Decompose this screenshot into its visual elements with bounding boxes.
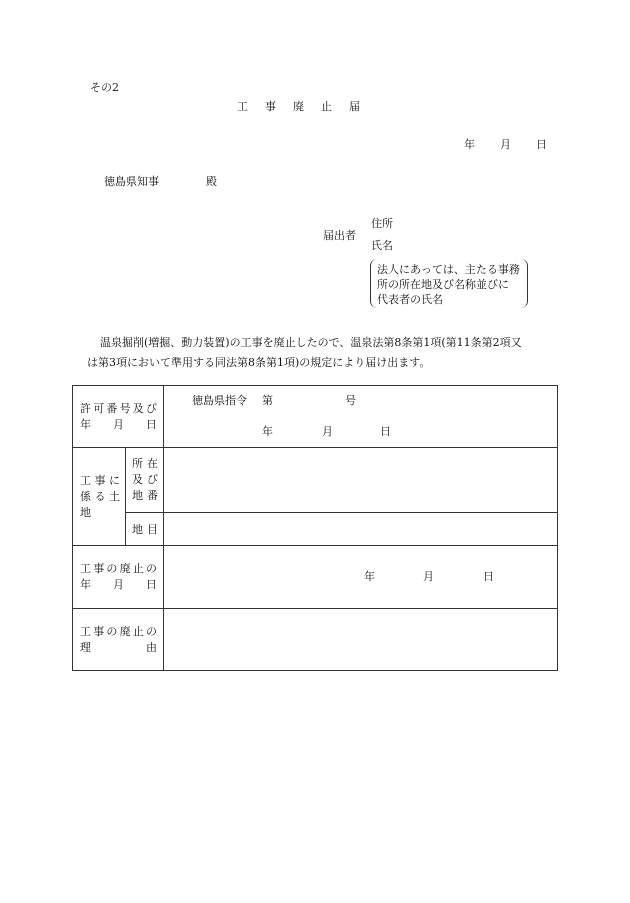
body-line: は第3項において準用する同法第8条第1項)の規定により届け出ます。 [87,356,431,369]
name-label: 氏名 [371,239,393,252]
permit-day: 日 [380,425,391,438]
addressee-honorific: 殿 [206,175,217,188]
body-line: 温泉掘削(増掘、動力装置)の工事を廃止したので、温泉法第8条第1項(第11条第2項又 [100,336,522,349]
corporate-note-line: 代表者の氏名 [377,293,443,306]
land-label-line: 工事に [80,473,120,487]
reason-value-cell[interactable] [164,609,558,671]
chimoku-row [73,513,558,546]
corporate-note-line: 所の所在地及び名称並びに [377,278,509,291]
chimoku-label: 地目 [132,523,158,536]
label-month: 月 [113,578,124,591]
location-label-cell [126,448,164,513]
chimoku-value-cell[interactable] [164,513,558,546]
label-year: 年 [80,417,91,431]
abolish-date-value-cell[interactable] [164,546,558,609]
permit-month: 月 [322,425,333,438]
location-label-line: 地番 [132,489,158,502]
permit-designation: 徳島県指令 [192,394,247,407]
permit-year: 年 [262,425,273,438]
date-day: 日 [536,138,547,151]
reason-label-cell [73,609,164,671]
location-label-line: 所在 [132,457,158,470]
abolish-date-row [73,546,558,609]
addressee-name: 徳島県知事 [104,175,159,188]
label-month: 月 [113,417,124,431]
abolish-year: 年 [364,570,375,583]
label-day: 日 [146,578,157,591]
permit-label-line1: 許可番号及び [80,401,157,415]
abolish-date-label-cell [73,546,164,609]
applicant-label: 届出者 [323,229,356,242]
location-value-cell[interactable] [164,448,558,513]
corporate-note-line: 法人にあっては、主たる事務 [377,263,520,276]
reason-label-line1: 工事の廃止の [80,624,157,638]
reason-label-line2 [80,640,157,656]
body-paragraph [88,333,558,373]
permit-label-cell [73,386,164,448]
land-label-line: 係る土 [80,489,120,503]
chimoku-label-cell [126,513,164,546]
location-label-line: 及び [132,473,158,486]
land-label-line: 地 [80,505,91,519]
label-year: 年 [80,578,91,591]
permit-go: 号 [345,394,356,407]
land-location-row [73,448,558,513]
form-number: その2 [90,81,119,94]
abolish-date-label-line2 [80,577,157,593]
document-title: 工 事 廃 止 届 [237,100,363,113]
label-day: 日 [146,417,157,431]
date-year: 年 [464,138,475,151]
abolish-date-label-line1: 工事の廃止の [80,562,157,575]
label-ri: 理 [80,640,91,654]
date-month: 月 [500,138,511,151]
abolish-month: 月 [423,570,434,583]
permit-row [73,386,558,448]
permit-value-cell[interactable] [164,386,558,448]
land-label-cell [73,448,126,546]
corporate-note [377,262,520,307]
corporate-note-bracket [370,259,528,308]
permit-dai: 第 [262,394,273,407]
permit-label-line2 [80,417,157,433]
form-table [72,385,558,671]
label-yu: 由 [146,640,157,654]
abolish-day: 日 [483,570,494,583]
address-label: 住所 [371,217,393,230]
reason-row [73,609,558,671]
